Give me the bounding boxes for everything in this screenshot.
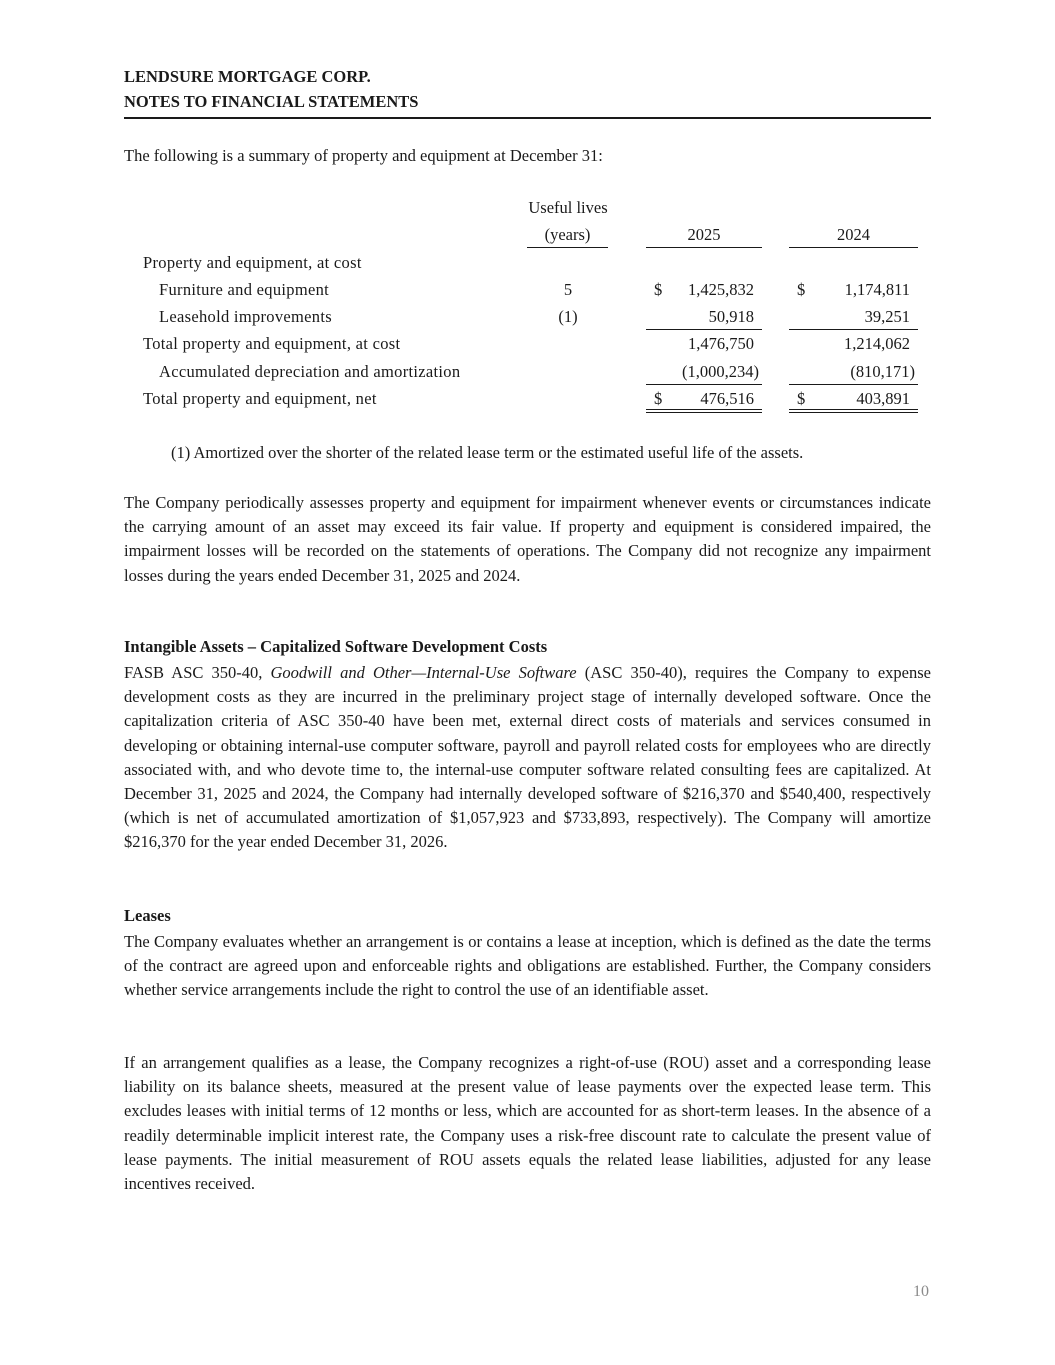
amount: (810,171) [850,361,915,381]
intangibles-text-1: FASB ASC 350-40, [124,663,271,682]
row-label: Leasehold improvements [159,307,332,327]
table-row [124,303,924,330]
dollar-sign: $ [654,279,663,299]
col-header-useful-lives: Useful lives [528,198,608,217]
value-2024 [789,303,918,330]
intangibles-text-2: (ASC 350-40), requires the Company to expense development costs as they are incurred in the preliminary project stage of internally developed software. Once the capitalization criteria of ASC 350-40 have been met, external direct costs of materials and services consumed in developing or obtaining internal-use computer software, payroll and payroll related costs for employees who are directly associated with, and who devote time to, the internal-use computer software related consulting fees are capitalized. At December 31, 2025 and 2024, the Company had internally developed software of $216,370 and $540,400, respectively (which is net of accumulated amortization of $1,057,923 and $733,893, respectively). The Company will amortize $216,370 for the year ended December 31, 2026. [124,663,931,852]
intangibles-paragraph [124,661,931,855]
col-header-2024: 2024 [789,221,918,248]
amount: 1,174,811 [844,279,910,299]
row-label: Accumulated depreciation and amortization [159,361,461,381]
amount: 476,516 [700,389,754,409]
company-name: LENDSURE MORTGAGE CORP. [124,67,371,86]
leases-paragraph-2: If an arrangement qualifies as a lease, the Company recognizes a right-of-use (ROU) asset and a corresponding lease liability on its balance sheets, measured at the present value of lease payments over the expected lease term. This excludes leases with initial terms of 12 months or less, which are accounted for as short-term leases. In the absence of a readily determinable implicit interest rate, the Company uses a risk-free discount rate to calculate the present value of lease payments. The initial measurement of ROU assets equals the related lease liabilities, adjusted for any lease incentives received. [124,1053,931,1194]
document-subtitle: NOTES TO FINANCIAL STATEMENTS [124,92,419,111]
impairment-paragraph: The Company periodically assesses property and equipment for impairment whenever events or circumstances indicate the carrying amount of an asset may exceed its fair value. If property and equipment is considered impaired, the impairment losses will be recorded on the statements of operations. The Company did not recognize any impairment losses during the years ended December 31, 2025 and 2024. [124,493,931,585]
amount: 1,476,750 [688,334,754,354]
row-label: Total property and equipment, net [143,389,377,409]
col-header-years: (years) [527,221,608,248]
value-2025 [646,303,762,330]
table-row [124,330,924,357]
amount: 403,891 [856,389,910,409]
dollar-sign: $ [797,279,806,299]
leases-paragraph-1: The Company evaluates whether an arrangement is or contains a lease at inception, which is defined as the date the terms of the contract are agreed upon and enforceable rights and obligations are established. Further, the Company considers whether service arrangements include the right to control the use of an identifiable asset. [124,932,931,1000]
property-equipment-table [124,194,924,412]
amount: 39,251 [864,307,910,327]
table-header-row-2 [124,221,924,248]
table-row-total [124,385,924,412]
useful-life: 5 [563,279,573,299]
document-header [124,64,931,119]
value-2025 [646,385,762,413]
col-header-2025: 2025 [646,221,762,248]
table-footnote: (1) Amortized over the shorter of the related lease term or the estimated useful life of the assets. [171,443,804,462]
row-label: Furniture and equipment [159,279,330,299]
table-row [124,276,924,303]
page-number: 10 [913,1283,929,1300]
amount: (1,000,234) [682,361,759,381]
useful-life: (1) [558,307,578,327]
value-2024 [789,385,918,413]
asc-title-italic: Goodwill and Other—Internal-Use Software [270,663,577,682]
value-2025 [646,358,762,385]
amount: 50,918 [708,307,754,327]
row-label: Total property and equipment, at cost [143,334,401,354]
dollar-sign: $ [797,389,806,409]
amount: 1,425,832 [688,279,754,299]
dollar-sign: $ [654,389,663,409]
table-row [124,249,924,276]
row-label: Property and equipment, at cost [143,252,362,272]
intangibles-heading: Intangible Assets – Capitalized Software Development Costs [124,637,548,656]
table-header-row-1 [124,194,924,221]
amount: 1,214,062 [844,334,910,354]
value-2024 [789,358,918,385]
table-row [124,358,924,385]
table-intro: The following is a summary of property and equipment at December 31: [124,146,603,165]
leases-heading: Leases [124,906,171,925]
